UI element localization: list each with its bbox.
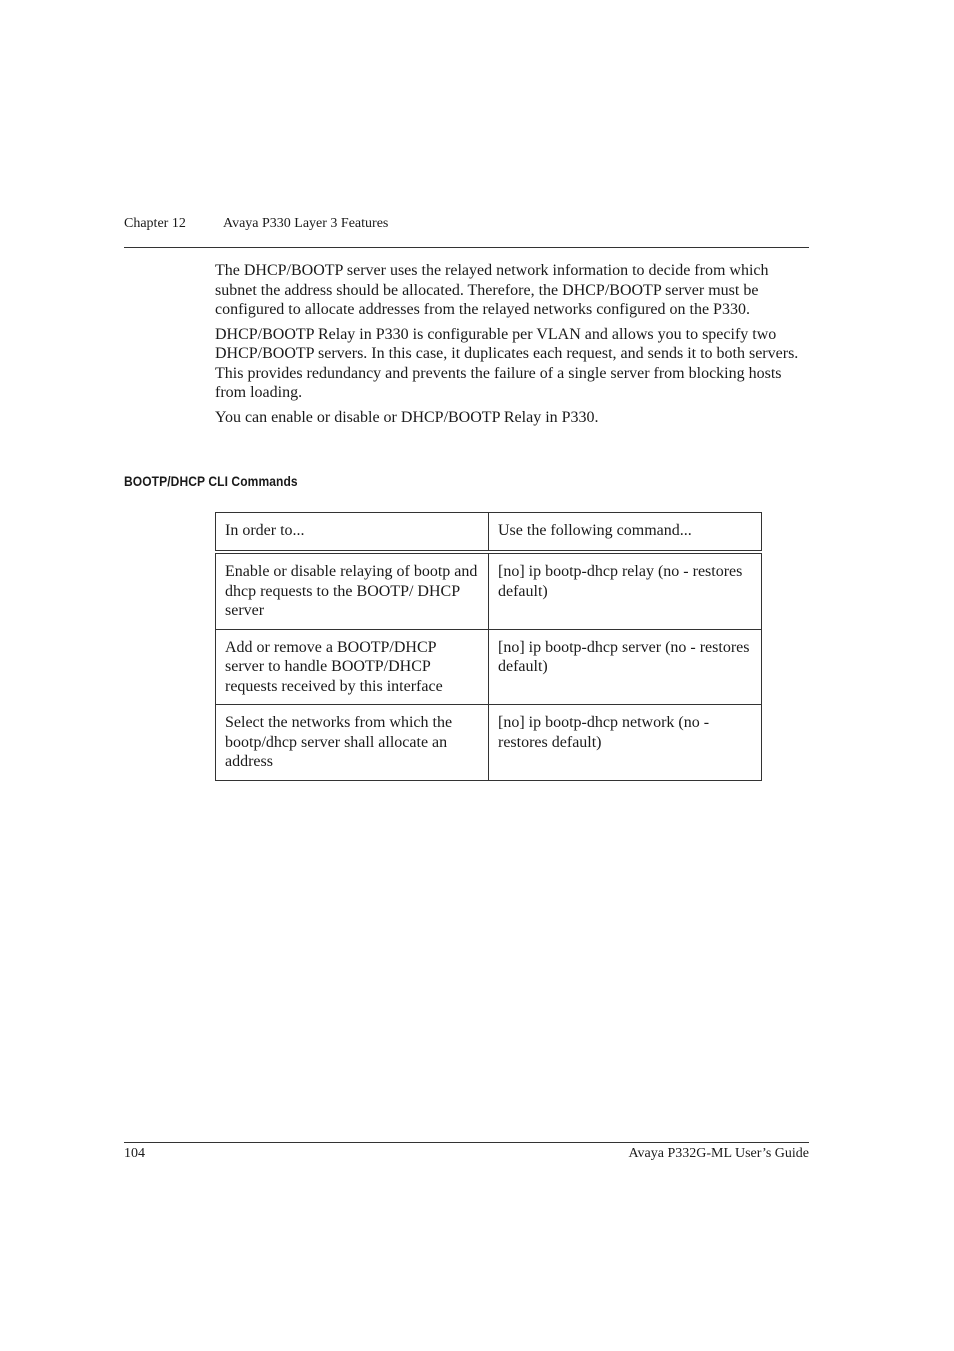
section-heading: BOOTP/DHCP CLI Commands (124, 473, 298, 489)
table-row (216, 552, 762, 629)
guide-title: Avaya P332G-ML User’s Guide (628, 1146, 809, 1161)
table-cell-command: [no] ip bootp-dhcp relay (no - restores default) (489, 552, 762, 629)
page-header (124, 216, 809, 248)
page-number: 104 (124, 1146, 145, 1161)
paragraph-relay-config: DHCP/BOOTP Relay in P330 is configurable per VLAN and allows you to specify two DHCP/BOOTP servers. In this case, it duplicates each request, and sends it to both servers. This provides redundancy and prevents the failure of a single server from blocking hosts from loading. (215, 325, 799, 401)
body-text (215, 261, 809, 432)
table-cell-purpose: Add or remove a BOOTP/DHCP server to handle BOOTP/DHCP requests received by this interface (216, 629, 489, 705)
table-cell-command: [no] ip bootp-dhcp server (no - restores default) (489, 629, 762, 705)
chapter-number: Chapter 12 (124, 216, 186, 231)
table-cell-purpose: Select the networks from which the bootp/dhcp server shall allocate an address (216, 705, 489, 781)
table-header-row (216, 513, 762, 553)
paragraph-relay-info: The DHCP/BOOTP server uses the relayed network information to decide from which subnet the address should be allocated. Therefore, the DHCP/BOOTP server must be configured to allocate addresses from the relayed networks configured on the P330. (215, 262, 769, 318)
chapter-title: Avaya P330 Layer 3 Features (223, 216, 389, 231)
paragraph-enable-disable: You can enable or disable or DHCP/BOOTP Relay in P330. (215, 408, 599, 426)
table-header-purpose: In order to... (216, 513, 489, 553)
table-cell-purpose: Enable or disable relaying of bootp and dhcp requests to the BOOTP/ DHCP server (216, 552, 489, 629)
table-cell-command: [no] ip bootp-dhcp network (no - restores default) (489, 705, 762, 781)
table-row (216, 629, 762, 705)
table-row (216, 705, 762, 781)
page-footer (124, 1142, 809, 1161)
table-header-command: Use the following command... (489, 513, 762, 553)
cli-commands-table (215, 512, 762, 781)
